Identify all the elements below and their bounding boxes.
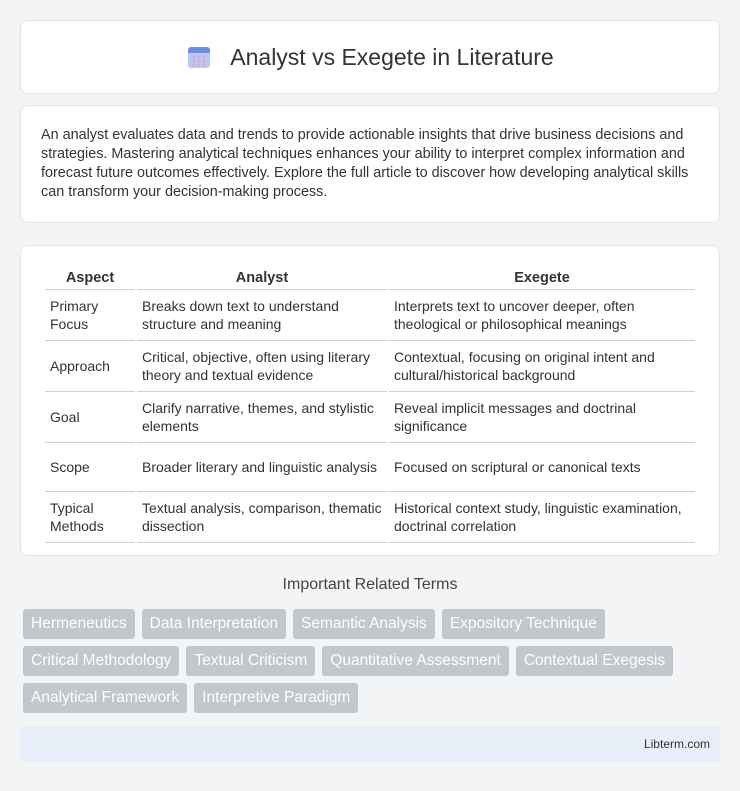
table-row: [45, 341, 695, 392]
term-tag[interactable]: Expository Technique: [442, 609, 605, 639]
comparison-card: [20, 245, 720, 556]
header-aspect: Aspect: [45, 266, 135, 290]
term-tag[interactable]: Critical Methodology: [23, 646, 179, 676]
table-row: [45, 290, 695, 341]
cell-aspect: Approach: [45, 341, 135, 392]
cell-exegete: Focused on scriptural or canonical texts: [389, 443, 695, 492]
table-header-row: [45, 266, 695, 290]
table-row: [45, 443, 695, 492]
cell-exegete: Reveal implicit messages and doctrinal significance: [389, 392, 695, 443]
term-tag[interactable]: Textual Criticism: [186, 646, 315, 676]
calendar-grid-icon: [186, 44, 212, 70]
cell-aspect: Scope: [45, 443, 135, 492]
header-exegete: Exegete: [389, 266, 695, 290]
cell-aspect: Goal: [45, 392, 135, 443]
cell-analyst: Clarify narrative, themes, and stylistic elements: [137, 392, 387, 443]
footer: [20, 727, 720, 761]
term-tag[interactable]: Interpretive Paradigm: [194, 683, 358, 713]
title-card: [20, 20, 720, 94]
page-title: Analyst vs Exegete in Literature: [230, 43, 554, 70]
term-tag[interactable]: Analytical Framework: [23, 683, 187, 713]
cell-analyst: Breaks down text to understand structure and meaning: [137, 290, 387, 341]
cell-exegete: Contextual, focusing on original intent and cultural/historical background: [389, 341, 695, 392]
comparison-table: [43, 266, 697, 543]
related-terms-list: [23, 609, 723, 713]
term-tag[interactable]: Quantitative Assessment: [322, 646, 509, 676]
term-tag[interactable]: Contextual Exegesis: [516, 646, 673, 676]
term-tag[interactable]: Semantic Analysis: [293, 609, 435, 639]
header-analyst: Analyst: [137, 266, 387, 290]
cell-analyst: Critical, objective, often using literary theory and textual evidence: [137, 341, 387, 392]
cell-analyst: Textual analysis, comparison, thematic dissection: [137, 492, 387, 543]
table-row: [45, 392, 695, 443]
related-terms-heading: Important Related Terms: [282, 576, 458, 593]
cell-aspect: Typical Methods: [45, 492, 135, 543]
cell-exegete: Interprets text to uncover deeper, often theological or philosophical meanings: [389, 290, 695, 341]
footer-site-link[interactable]: Libterm.com: [643, 737, 710, 751]
intro-card: [20, 105, 720, 223]
table-row: [45, 492, 695, 543]
intro-text: An analyst evaluates data and trends to provide actionable insights that drive business decisions and strategies. Mastering analytical techniques enhances your ability to interpret complex information and forecast future outcomes effectively. Explore the full article to discover how developing analytical skills can transform your decision-making process.: [41, 127, 689, 200]
cell-exegete: Historical context study, linguistic examination, doctrinal correlation: [389, 492, 695, 543]
term-tag[interactable]: Hermeneutics: [23, 609, 135, 639]
cell-aspect: Primary Focus: [45, 290, 135, 341]
term-tag[interactable]: Data Interpretation: [142, 609, 286, 639]
cell-analyst: Broader literary and linguistic analysis: [137, 443, 387, 492]
